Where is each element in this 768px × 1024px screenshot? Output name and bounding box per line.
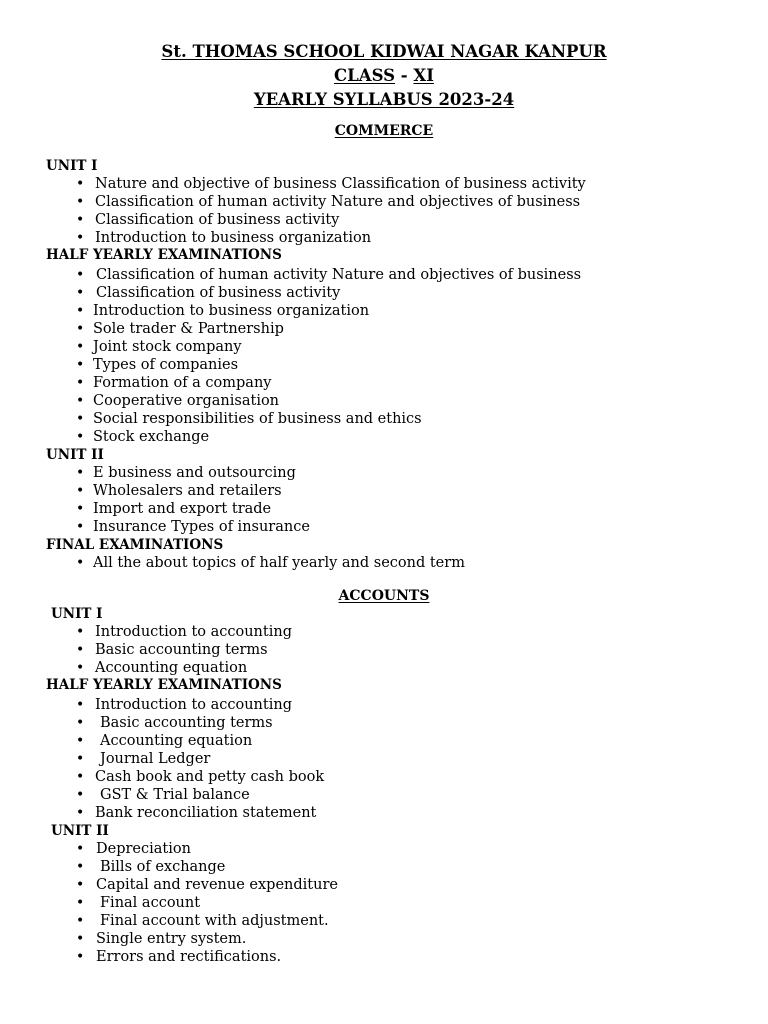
list-item-text: Depreciation — [96, 841, 191, 857]
class-label: CLASS — [334, 66, 396, 85]
bullet-icon: • — [76, 660, 85, 676]
bullet-icon: • — [76, 267, 85, 283]
list-item-text: Social responsibilities of business and ethics — [93, 411, 422, 427]
list-item-text: Cash book and petty cash book — [95, 769, 325, 785]
bullet-icon: • — [76, 303, 85, 319]
bullet-icon: • — [76, 194, 85, 210]
list-item-text: Wholesalers and retailers — [93, 483, 282, 499]
list-item-text: Classification of business activity — [96, 285, 341, 301]
bullet-icon: • — [76, 859, 85, 875]
bullet-icon: • — [76, 465, 85, 481]
list-item-text: Stock exchange — [93, 429, 210, 445]
bullet-icon: • — [76, 642, 85, 658]
list-item-text: Classification of human activity Nature and objectives of business — [95, 194, 581, 210]
bullet-icon: • — [76, 501, 85, 517]
list-item-text: Nature and objective of business Classification of business activity — [95, 176, 586, 192]
commerce-unit1-heading: UNIT I — [46, 158, 98, 174]
class-separator: - — [395, 66, 414, 85]
bullet-icon: • — [76, 393, 85, 409]
list-item-text: Capital and revenue expenditure — [96, 877, 338, 893]
bullet-icon: • — [76, 895, 85, 911]
list-item-text: E business and outsourcing — [93, 465, 296, 481]
bullet-icon: • — [76, 483, 85, 499]
list-item-text: Introduction to business organization — [93, 303, 370, 319]
list-item-text: Formation of a company — [93, 375, 272, 391]
bullet-icon: • — [76, 931, 85, 947]
list-item-text: Introduction to business organization — [95, 230, 372, 246]
list-item-text: Accounting equation — [100, 733, 253, 749]
class-value: XI — [413, 66, 434, 85]
bullet-icon: • — [76, 877, 85, 893]
class-line — [0, 65, 768, 87]
commerce-half-yearly-heading: HALF YEARLY EXAMINATIONS — [46, 247, 282, 263]
list-item-text: Single entry system. — [96, 931, 247, 947]
bullet-icon: • — [76, 519, 85, 535]
bullet-icon: • — [76, 411, 85, 427]
list-item-text: Bills of exchange — [100, 859, 226, 875]
list-item-text: GST & Trial balance — [100, 787, 250, 803]
accounts-half-yearly-heading: HALF YEARLY EXAMINATIONS — [46, 677, 282, 693]
list-item-text: Journal Ledger — [100, 751, 211, 767]
list-item-text: Joint stock company — [93, 339, 242, 355]
list-item-text: Bank reconciliation statement — [95, 805, 317, 821]
list-item-text: Introduction to accounting — [95, 624, 292, 640]
list-item-text: Import and export trade — [93, 501, 272, 517]
bullet-icon: • — [76, 285, 85, 301]
list-item-text: All the about topics of half yearly and second term — [93, 555, 465, 571]
bullet-icon: • — [76, 697, 85, 713]
accounts-title: ACCOUNTS — [338, 588, 430, 604]
bullet-icon: • — [76, 555, 85, 571]
bullet-icon: • — [76, 375, 85, 391]
bullet-icon: • — [76, 176, 85, 192]
list-item-text: Final account with adjustment. — [100, 913, 329, 929]
bullet-icon: • — [76, 212, 85, 228]
commerce-final-heading: FINAL EXAMINATIONS — [46, 537, 224, 553]
bullet-icon: • — [76, 715, 85, 731]
bullet-icon: • — [76, 949, 85, 965]
accounts-unit2-heading: UNIT II — [51, 823, 109, 839]
list-item-text: Basic accounting terms — [100, 715, 273, 731]
list-item-text: Basic accounting terms — [95, 642, 268, 658]
bullet-icon: • — [76, 751, 85, 767]
bullet-icon: • — [76, 805, 85, 821]
list-item-text: Classification of business activity — [95, 212, 340, 228]
bullet-icon: • — [76, 321, 85, 337]
list-item-text: Insurance Types of insurance — [93, 519, 310, 535]
list-item-text: Types of companies — [93, 357, 239, 373]
commerce-unit2-heading: UNIT II — [46, 447, 104, 463]
list-item-text: Classification of human activity Nature and objectives of business — [96, 267, 582, 283]
list-item-text: Final account — [100, 895, 201, 911]
bullet-icon: • — [76, 769, 85, 785]
list-item-text: Accounting equation — [95, 660, 248, 676]
bullet-icon: • — [76, 339, 85, 355]
school-name: St. THOMAS SCHOOL KIDWAI NAGAR KANPUR — [161, 42, 607, 61]
list-item-text: Cooperative organisation — [93, 393, 280, 409]
list-item-text: Errors and rectifications. — [96, 949, 282, 965]
bullet-icon: • — [76, 841, 85, 857]
bullet-icon: • — [76, 429, 85, 445]
bullet-icon: • — [76, 230, 85, 246]
bullet-icon: • — [76, 624, 85, 640]
bullet-icon: • — [76, 913, 85, 929]
list-item-text: Sole trader & Partnership — [93, 321, 284, 337]
bullet-icon: • — [76, 733, 85, 749]
list-item-text: Introduction to accounting — [95, 697, 292, 713]
bullet-icon: • — [76, 787, 85, 803]
commerce-title: COMMERCE — [334, 123, 434, 139]
yearly-syllabus-title: YEARLY SYLLABUS 2023-24 — [253, 90, 515, 109]
bullet-icon: • — [76, 357, 85, 373]
accounts-unit1-heading: UNIT I — [51, 606, 103, 622]
